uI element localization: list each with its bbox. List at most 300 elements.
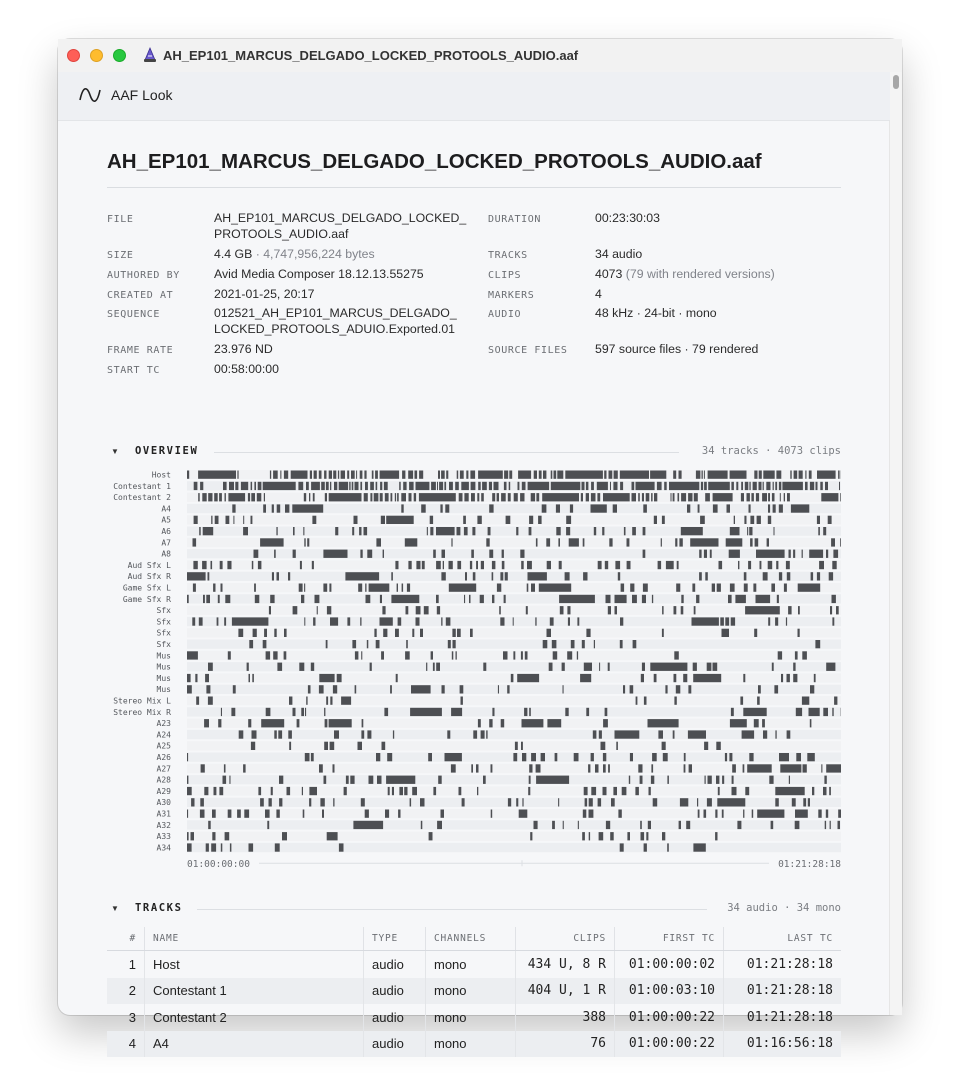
col-first-tc[interactable]: FIRST TC xyxy=(615,927,724,951)
clip-block xyxy=(832,617,834,625)
clip-block xyxy=(552,821,555,829)
clip-block xyxy=(376,538,381,546)
clip-block xyxy=(462,798,465,806)
clip-block xyxy=(756,550,785,558)
clip-block xyxy=(376,482,378,490)
track-name-label: A6 xyxy=(161,527,171,536)
clip-block xyxy=(460,471,464,479)
clip-block xyxy=(504,471,508,479)
clip-block xyxy=(376,640,380,648)
clip-block xyxy=(267,821,269,829)
clip-block xyxy=(449,584,476,592)
clip-block xyxy=(367,730,371,738)
clip-block xyxy=(288,572,290,580)
clip-block xyxy=(713,493,733,501)
clip-block xyxy=(829,572,833,580)
clip-block xyxy=(757,810,784,818)
clip-block xyxy=(321,482,325,490)
clip-block xyxy=(642,493,644,501)
clip-block xyxy=(361,730,364,738)
title-bar[interactable] xyxy=(58,39,902,73)
clip-block xyxy=(795,651,798,659)
clip-block xyxy=(676,685,681,693)
clip-block xyxy=(445,504,449,512)
clip-block xyxy=(476,561,478,569)
vertical-scrollbar[interactable] xyxy=(889,72,902,1015)
col-last-tc[interactable]: LAST TC xyxy=(724,927,842,951)
clip-block xyxy=(598,798,602,806)
minimize-window-button[interactable] xyxy=(90,49,103,62)
col-type[interactable]: TYPE xyxy=(364,927,426,951)
clip-block xyxy=(248,493,250,501)
track-name-label: A26 xyxy=(156,753,171,762)
row-first-tc: 01:00:03:10 xyxy=(615,978,724,1005)
clip-block xyxy=(260,798,264,806)
clips-count: 4073 xyxy=(595,267,623,281)
timeline-overview[interactable] xyxy=(107,469,841,879)
clip-block xyxy=(257,493,262,501)
clip-block xyxy=(208,663,213,671)
clip-block xyxy=(522,753,526,761)
clip-block xyxy=(766,482,770,490)
clip-block xyxy=(303,810,305,818)
clip-block xyxy=(380,617,393,625)
clip-block xyxy=(643,527,646,535)
clip-block xyxy=(249,843,254,851)
clip-block xyxy=(482,482,487,490)
clip-block xyxy=(716,742,721,750)
overview-rule xyxy=(214,452,679,453)
clip-block xyxy=(657,482,662,490)
clip-block xyxy=(307,538,309,546)
clip-block xyxy=(774,527,775,535)
clip-block xyxy=(705,572,708,580)
clip-block xyxy=(456,651,457,659)
clip-block xyxy=(686,821,690,829)
clip-block xyxy=(661,538,662,546)
clip-block xyxy=(751,493,754,501)
clip-block xyxy=(556,527,560,535)
clip-block xyxy=(677,561,679,569)
clip-block xyxy=(322,810,324,818)
clip-block xyxy=(756,493,759,501)
clip-block xyxy=(305,708,306,716)
clip-block xyxy=(488,527,491,535)
clip-block xyxy=(370,663,372,671)
clip-block xyxy=(773,504,776,512)
clip-block xyxy=(380,595,382,603)
clip-block xyxy=(412,629,414,637)
clip-block xyxy=(610,482,611,490)
audio-label: AUDIO xyxy=(488,309,522,320)
clip-block xyxy=(470,561,472,569)
clip-block xyxy=(768,561,773,569)
clip-block xyxy=(233,516,234,524)
row-last-tc: 01:21:28:18 xyxy=(724,978,842,1005)
clip-block xyxy=(338,471,339,479)
clip-block xyxy=(384,708,388,716)
clip-block xyxy=(667,776,669,784)
clip-block xyxy=(515,742,518,750)
track-lane xyxy=(187,640,841,649)
clip-block xyxy=(829,787,831,795)
clip-block xyxy=(364,493,368,501)
clip-block xyxy=(453,640,456,648)
col-channels[interactable]: CHANNELS xyxy=(426,927,516,951)
clip-block xyxy=(497,493,499,501)
clip-block xyxy=(791,504,809,512)
clip-block xyxy=(376,753,380,761)
clip-block xyxy=(370,493,372,501)
clip-block xyxy=(615,606,618,614)
clip-block xyxy=(581,493,583,501)
clip-block xyxy=(799,471,803,479)
clip-block xyxy=(536,776,569,784)
clip-block xyxy=(747,764,772,772)
clip-block xyxy=(745,606,780,614)
tracks-summary: 34 audio · 34 mono xyxy=(727,902,841,914)
starttc-value: 00:58:00:00 xyxy=(214,362,279,376)
row-num: 3 xyxy=(107,1004,145,1031)
clip-block xyxy=(264,493,265,501)
clip-block xyxy=(788,606,792,614)
scrollbar-thumb[interactable] xyxy=(893,75,899,89)
clip-block xyxy=(702,471,703,479)
row-last-tc: 01:16:56:18 xyxy=(724,1031,842,1058)
clip-block xyxy=(218,719,221,727)
collapse-caret-icon[interactable]: ▼ xyxy=(111,904,119,913)
clip-block xyxy=(598,561,602,569)
clip-block xyxy=(775,482,777,490)
clip-block xyxy=(330,697,332,705)
clip-block xyxy=(536,538,538,546)
clip-block xyxy=(477,787,478,795)
clip-block xyxy=(652,595,653,603)
clip-block xyxy=(591,504,607,512)
clip-block xyxy=(345,572,379,580)
clip-block xyxy=(429,832,433,840)
clip-block xyxy=(692,617,719,625)
clip-block xyxy=(393,730,394,738)
clip-block xyxy=(663,753,668,761)
clip-block xyxy=(603,493,630,501)
clip-block xyxy=(214,787,217,795)
track-name-label: Stereo Mix R xyxy=(113,707,171,717)
track-lane xyxy=(187,775,841,784)
clip-block xyxy=(433,787,436,795)
track-name-label: A4 xyxy=(161,504,171,514)
clip-block xyxy=(731,617,735,625)
table-row[interactable] xyxy=(107,1004,841,1031)
clip-block xyxy=(382,742,386,750)
clip-block xyxy=(676,584,680,592)
clip-block xyxy=(416,617,420,625)
clip-block xyxy=(646,493,650,501)
clip-block xyxy=(817,471,836,479)
clip-block xyxy=(608,606,611,614)
clip-block xyxy=(280,471,281,479)
track-lane xyxy=(187,786,841,795)
clip-block xyxy=(472,527,475,535)
file-value-line1: AH_EP101_MARCUS_DELGADO_LOCKED_ xyxy=(214,211,467,225)
clip-block xyxy=(560,606,564,614)
clip-block xyxy=(419,471,423,479)
clip-block xyxy=(810,719,812,727)
clip-block xyxy=(491,764,493,772)
clip-block xyxy=(784,493,785,501)
clip-block xyxy=(270,595,274,603)
clip-block xyxy=(817,572,820,580)
clip-block xyxy=(489,504,493,512)
row-channels: mono xyxy=(426,1004,516,1031)
clip-block xyxy=(288,730,292,738)
clip-block xyxy=(187,776,188,784)
clip-block xyxy=(457,471,459,479)
clip-block xyxy=(229,482,234,490)
clip-block xyxy=(212,832,215,840)
clip-block xyxy=(521,651,523,659)
clip-block xyxy=(614,471,618,479)
clip-block xyxy=(326,482,329,490)
clip-block xyxy=(775,617,778,625)
clip-block xyxy=(329,719,352,727)
collapse-caret-icon[interactable]: ▼ xyxy=(111,447,119,456)
clip-block xyxy=(513,651,515,659)
clip-block xyxy=(719,561,723,569)
clip-block xyxy=(790,471,791,479)
col-num[interactable]: # xyxy=(107,927,145,951)
clip-block xyxy=(380,482,382,490)
clip-block xyxy=(409,493,412,501)
clip-block xyxy=(681,606,684,614)
clip-block xyxy=(582,640,585,648)
clip-block xyxy=(757,516,761,524)
clip-block xyxy=(230,843,232,851)
clip-block xyxy=(606,595,611,603)
clip-block xyxy=(832,595,836,603)
clip-block xyxy=(187,843,192,851)
clip-block xyxy=(715,810,717,818)
clip-block xyxy=(241,482,248,490)
clip-block xyxy=(796,708,802,716)
clip-block xyxy=(249,640,253,648)
clip-block xyxy=(779,504,783,512)
clip-block xyxy=(329,584,331,592)
clip-block xyxy=(594,640,595,648)
clip-block xyxy=(525,651,528,659)
clip-block xyxy=(597,482,608,490)
clip-block xyxy=(466,471,468,479)
clip-block xyxy=(627,832,630,840)
clip-block xyxy=(335,527,338,535)
clip-block xyxy=(492,493,495,501)
clip-block xyxy=(582,832,585,840)
clip-block xyxy=(602,527,604,535)
clip-block xyxy=(547,561,551,569)
clip-block xyxy=(666,561,674,569)
clip-block xyxy=(309,787,317,795)
clip-block xyxy=(244,810,249,818)
clip-block xyxy=(198,471,236,479)
clip-block xyxy=(732,787,737,795)
clip-block xyxy=(274,629,276,637)
track-name-label: Game Sfx L xyxy=(122,583,171,593)
row-channels: mono xyxy=(426,978,516,1005)
clip-block xyxy=(253,629,257,637)
clip-block xyxy=(805,482,808,490)
clip-block xyxy=(365,810,369,818)
clip-block xyxy=(662,742,666,750)
clip-block xyxy=(603,719,608,727)
clip-block xyxy=(187,787,192,795)
track-name-label: Sfx xyxy=(156,640,171,649)
track-lane xyxy=(187,809,841,818)
clip-block xyxy=(438,471,440,479)
table-row[interactable] xyxy=(107,1031,841,1058)
clip-block xyxy=(451,764,456,772)
clip-block xyxy=(755,538,759,546)
clip-block xyxy=(807,753,815,761)
track-name-label: Sfx xyxy=(156,617,171,627)
clip-block xyxy=(741,482,743,490)
clip-block xyxy=(700,516,705,524)
clip-block xyxy=(391,493,393,501)
track-name-label: Contestant 1 xyxy=(113,481,171,491)
clip-block xyxy=(528,787,530,795)
clip-block xyxy=(445,753,462,761)
clip-block xyxy=(736,482,738,490)
clip-block xyxy=(599,730,602,738)
clip-block xyxy=(401,493,406,501)
clip-block xyxy=(629,776,630,784)
row-last-tc: 01:21:28:18 xyxy=(746,1009,833,1025)
clip-block xyxy=(298,482,303,490)
clip-block xyxy=(405,651,410,659)
clip-block xyxy=(520,493,524,501)
overview-section-header[interactable] xyxy=(107,444,841,460)
clip-block xyxy=(632,595,637,603)
clips-label: CLIPS xyxy=(488,270,522,281)
clip-block xyxy=(838,810,841,818)
clip-block xyxy=(620,640,623,648)
clip-block xyxy=(708,471,728,479)
clip-block xyxy=(213,584,215,592)
clip-block xyxy=(324,776,327,784)
clip-block xyxy=(260,538,284,546)
clip-block xyxy=(324,471,326,479)
clip-block xyxy=(436,527,455,535)
clip-block xyxy=(826,764,841,772)
clip-block xyxy=(556,504,560,512)
clip-block xyxy=(370,482,374,490)
track-name-label: Contestant 2 xyxy=(113,493,171,503)
clip-block xyxy=(583,538,585,546)
clip-block xyxy=(630,685,634,693)
row-last-tc: 01:21:28:18 xyxy=(746,956,833,972)
clip-block xyxy=(187,810,188,818)
clip-block xyxy=(224,764,226,772)
clip-block xyxy=(326,697,328,705)
clip-block xyxy=(203,595,205,603)
clip-block xyxy=(690,538,718,546)
clip-block xyxy=(293,606,298,614)
clip-block xyxy=(225,595,230,603)
clip-block xyxy=(782,482,803,490)
clip-block xyxy=(674,606,677,614)
clip-block xyxy=(319,674,334,682)
clip-block xyxy=(473,730,477,738)
clip-block xyxy=(377,776,382,784)
clip-block xyxy=(539,584,571,592)
created-value: 2021-01-25, 20:17 xyxy=(214,287,315,301)
clip-block xyxy=(810,482,814,490)
clip-block xyxy=(809,471,812,479)
clip-block xyxy=(741,493,744,501)
clip-block xyxy=(215,516,219,524)
clip-block xyxy=(789,550,791,558)
col-name[interactable]: NAME xyxy=(145,927,364,951)
tracks-section-header[interactable] xyxy=(107,901,841,917)
clip-block xyxy=(408,471,413,479)
clip-block xyxy=(522,719,544,727)
clip-block xyxy=(441,617,442,625)
clip-block xyxy=(217,617,219,625)
clip-block xyxy=(771,584,775,592)
clip-block xyxy=(300,561,302,569)
col-clips[interactable]: CLIPS xyxy=(516,927,615,951)
clip-block xyxy=(772,663,774,671)
clip-block xyxy=(830,606,832,614)
zoom-window-button[interactable] xyxy=(113,49,126,62)
clip-block xyxy=(568,617,570,625)
clip-block xyxy=(591,482,594,490)
clip-block xyxy=(673,730,675,738)
clip-block xyxy=(381,651,384,659)
clip-block xyxy=(501,719,505,727)
clip-block xyxy=(727,504,731,512)
table-row[interactable] xyxy=(107,951,841,978)
clip-block xyxy=(774,685,778,693)
clip-block xyxy=(430,516,433,524)
clip-block xyxy=(775,798,779,806)
clip-block xyxy=(382,606,385,614)
clip-block xyxy=(662,606,664,614)
clip-block xyxy=(583,572,587,580)
clip-block xyxy=(380,493,383,501)
clip-block xyxy=(489,550,493,558)
clip-block xyxy=(794,471,798,479)
clip-block xyxy=(605,708,608,716)
clip-block xyxy=(258,482,262,490)
clip-block xyxy=(347,471,349,479)
clip-block xyxy=(809,708,820,716)
close-window-button[interactable] xyxy=(67,49,80,62)
clip-block xyxy=(730,584,735,592)
clip-block xyxy=(529,776,531,784)
clip-block xyxy=(527,561,532,569)
track-lane xyxy=(187,560,841,569)
track-lane xyxy=(187,673,841,682)
clip-block xyxy=(202,493,206,501)
clip-block xyxy=(653,798,658,806)
clip-block xyxy=(621,584,625,592)
clip-block xyxy=(716,776,719,784)
clip-block xyxy=(632,493,637,501)
table-row[interactable] xyxy=(107,978,841,1005)
clip-block xyxy=(289,742,291,750)
clip-block xyxy=(594,527,596,535)
clip-block xyxy=(757,697,760,705)
